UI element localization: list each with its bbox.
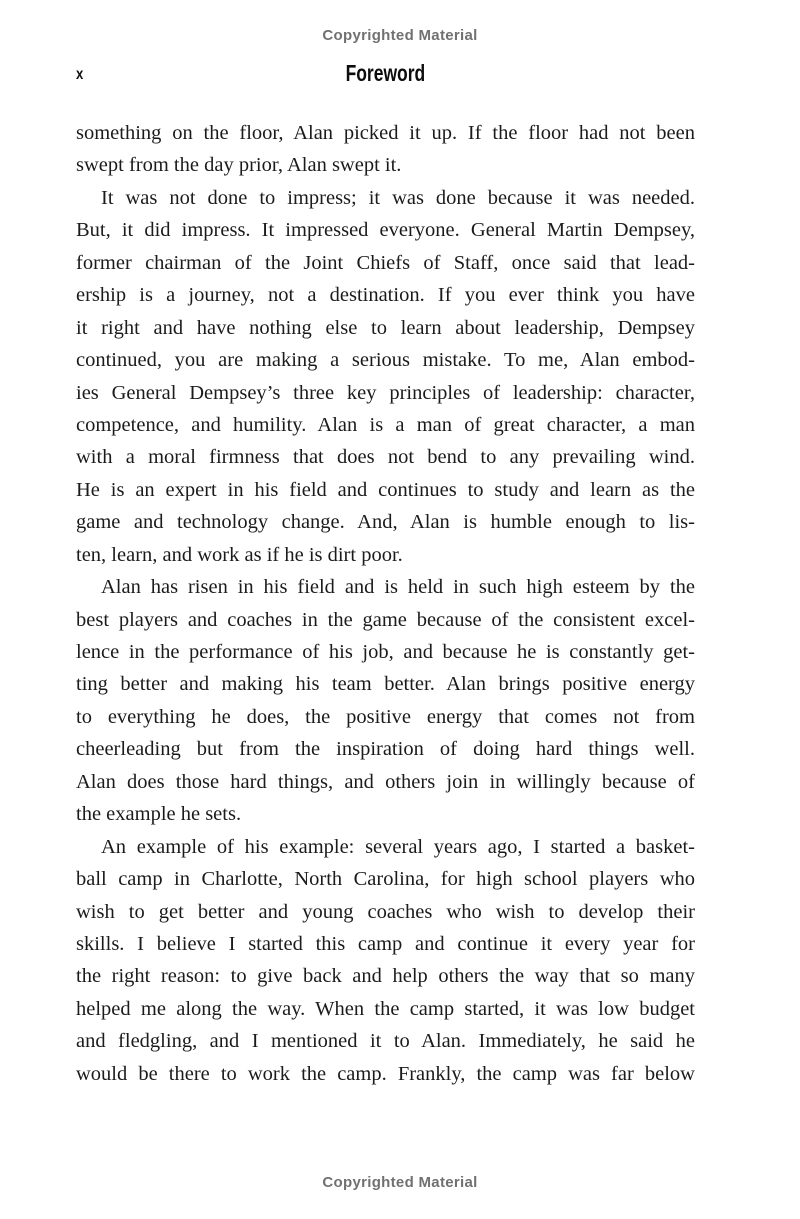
paragraph [76,831,695,1091]
text-line: But, it did impress. It impressed everyone. General Martin Dempsey, [76,219,695,242]
text-line: continued, you are making a serious mistake. To me, Alan embod- [76,349,695,372]
text-line: competence, and humility. Alan is a man of great character, a man [76,413,695,436]
chapter-title [76,60,695,87]
body-text [76,117,695,1090]
text-line: ten, learn, and work as if he is dirt poor. [76,543,403,566]
text-line: helped me along the way. When the camp started, it was low budget [76,997,695,1020]
text-line: It was not done to impress; it was done because it was needed. [101,186,695,209]
text-line: He is an expert in his field and continues to study and learn as the [76,478,695,501]
text-line: and fledgling, and I mentioned it to Alan. Immediately, he said he [76,1030,695,1053]
text-line: ies General Dempsey’s three key principles of leadership: character, [76,381,695,404]
text-line: Alan has risen in his field and is held in such high esteem by the [101,576,695,599]
text-line: best players and coaches in the game because of the consistent excel- [76,608,695,631]
paragraph [76,571,695,831]
text-line: ball camp in Charlotte, North Carolina, for high school players who [76,868,695,891]
text-line: Alan does those hard things, and others join in willingly because of [76,770,695,793]
page-header [76,60,695,88]
paragraph [76,117,695,182]
text-line: swept from the day prior, Alan swept it. [76,154,402,177]
text-line: it right and have nothing else to learn about leadership, Dempsey [76,316,695,339]
text-line: wish to get better and young coaches who wish to develop their [76,900,695,923]
text-line: lence in the performance of his job, and because he is constantly get- [76,641,695,663]
text-line: with a moral firmness that does not bend to any prevailing wind. [76,446,695,469]
chapter-title-text: Foreword [345,60,426,86]
text-line: game and technology change. And, Alan is humble enough to lis- [76,511,695,534]
text-line: would be there to work the camp. Frankly, the camp was far below [76,1062,695,1085]
text-line: to everything he does, the positive energy that comes not from [76,705,695,728]
text-line: ting better and making his team better. Alan brings positive energy [76,673,695,696]
text-line: cheerleading but from the inspiration of doing hard things well. [76,738,695,761]
text-line: the right reason: to give back and help others the way that so many [76,965,695,988]
copyright-notice-bottom: Copyrighted Material [322,1174,478,1191]
copyright-notice-top: Copyrighted Material [322,27,478,44]
paragraph [76,182,695,571]
text-line: skills. I believe I started this camp and continue it every year for [76,932,695,955]
text-line: ership is a journey, not a destination. If you ever think you have [76,284,695,307]
page-number: x [76,66,84,83]
text-line: former chairman of the Joint Chiefs of Staff, once said that lead- [76,251,695,274]
text-line: the example he sets. [76,803,242,826]
text-line: An example of his example: several years ago, I started a basket- [101,835,695,858]
text-line: something on the floor, Alan picked it up. If the floor had not been [76,122,695,144]
